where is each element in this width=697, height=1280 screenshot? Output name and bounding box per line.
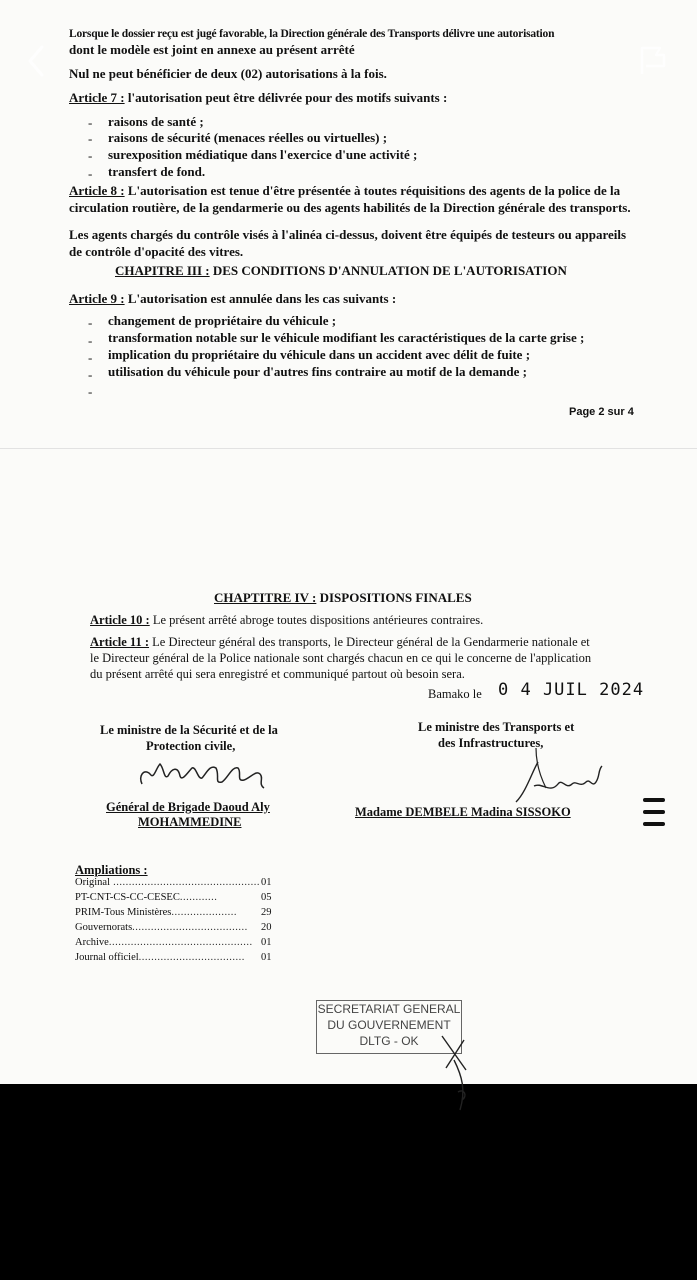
date-stamp: 0 4 JUIL 2024: [498, 680, 645, 700]
ampliation-label: Gouvernorats: [75, 922, 133, 933]
signature-right: [506, 742, 606, 808]
ampliations-title: Ampliations :: [75, 863, 148, 877]
page-separator: [0, 448, 697, 517]
signature-left: [136, 754, 272, 794]
ampliation-count: 29: [261, 907, 272, 918]
stamp-line-1: SECRETARIAT GENERAL: [317, 1002, 461, 1016]
list-item: Journal officiel..................................: [75, 952, 245, 963]
stamp-line-2: DU GOUVERNEMENT: [327, 1018, 451, 1032]
list-item: raisons de santé ;: [108, 114, 204, 129]
article-8-text: L'autorisation est tenue d'être présentée à toutes réquisitions des agents de la police de la: [124, 183, 621, 198]
article-10: [90, 612, 483, 628]
page-number: Page 2 sur 4: [569, 406, 634, 418]
chapter-4-label: CHAPTITRE IV :: [214, 590, 317, 605]
article-11-line-2: le Directeur général de la Police nationale sont chargés chacun en ce qui le concerne de l'application: [90, 651, 592, 665]
list-item: implication du propriétaire du véhicule dans un accident avec délit de fuite ;: [108, 347, 531, 362]
article-8-line-2: circulation routière, de la gendarmerie ou des agents habilités de la Direction générale des transports.: [69, 200, 631, 215]
article-9-label: Article 9 :: [69, 291, 125, 306]
menu-icon[interactable]: [643, 798, 665, 828]
ampliation-count: 01: [261, 937, 272, 948]
ampliation-label: Archive: [75, 937, 109, 948]
list-item: Original ...............................................: [75, 877, 260, 888]
article-11: [90, 634, 590, 650]
article-10-text: Le présent arrêté abroge toutes dispositions antérieures contraires.: [149, 613, 484, 627]
list-item: Archive..............................................: [75, 937, 253, 948]
agents-line-2: de contrôle d'opacité des vitres.: [69, 244, 244, 259]
minister-right-title-1: Le ministre des Transports et: [418, 720, 575, 734]
list-item: PRIM-Tous Ministères.....................: [75, 907, 238, 918]
list-item: PT-CNT-CS-CC-CESEC............: [75, 892, 218, 903]
ampliation-label: Journal officiel: [75, 952, 139, 963]
minister-left-title-2: Protection civile,: [146, 739, 236, 753]
ampliation-count: 01: [261, 952, 272, 963]
stamp-line-3: DLTG - OK: [359, 1034, 419, 1048]
article-9: [69, 291, 396, 307]
place-label: Bamako le: [428, 687, 482, 701]
ampliation-count: 01: [261, 877, 272, 888]
signer-left-name-1: Général de Brigade Daoud Aly: [106, 800, 270, 814]
minister-left-title-1: Le ministre de la Sécurité et de la: [100, 723, 278, 737]
article-9-text: L'autorisation est annulée dans les cas suivants :: [124, 291, 397, 306]
article-7-label: Article 7 :: [69, 90, 125, 105]
flag-icon[interactable]: [636, 44, 668, 76]
article-8: [69, 183, 620, 199]
chapter-4-title: DISPOSITIONS FINALES: [316, 590, 472, 605]
intro-line-2: dont le modèle est joint en annexe au présent arrêté: [69, 42, 355, 57]
chapter-3-label: CHAPITRE III :: [115, 263, 210, 278]
article-11-text: Le Directeur général des transports, le Directeur général de la Gendarmerie nationale et: [149, 635, 590, 649]
ampliation-count: 20: [261, 922, 272, 933]
article-8-label: Article 8 :: [69, 183, 125, 198]
ampliation-label: Original: [75, 877, 110, 888]
chapter-4-heading: [214, 590, 472, 606]
list-item: utilisation du véhicule pour d'autres fins contraire au motif de la demande ;: [108, 364, 527, 379]
minister-right-title-2: des Infrastructures,: [438, 736, 544, 750]
ampliation-count: 05: [261, 892, 272, 903]
back-chevron-icon[interactable]: [24, 44, 48, 78]
list-item: transformation notable sur le véhicule modifiant les caractéristiques de la carte grise ;: [108, 330, 585, 345]
agents-line-1: Les agents chargés du contrôle visés à l'alinéa ci-dessus, doivent être équipés de testeurs ou appareils: [69, 227, 627, 242]
signer-left-name-2: MOHAMMEDINE: [138, 815, 242, 829]
intro-line-1: Lorsque le dossier reçu est jugé favorable, la Direction générale des Transports délivre une autorisation: [69, 28, 555, 40]
intro-line-3: Nul ne peut bénéficier de deux (02) autorisations à la fois.: [69, 66, 387, 81]
stamp-initials: [436, 1030, 476, 1116]
ampliation-label: PRIM-Tous Ministères: [75, 907, 172, 918]
list-item: changement de propriétaire du véhicule ;: [108, 313, 337, 328]
document-page-2: Lorsque le dossier reçu est jugé favorable, la Direction générale des Transports délivre une autorisation dont le modèle est joint en annexe au présent arrêté Nul ne peut bénéficier de deux (02) autorisations à la fois. Article 7 : l'autorisation peut être délivrée pour des motifs suivants : - raisons de santé ; - raisons de sécurité (menaces réelles ou virtuelles) ; - surexposition médiatique dans l'exercice d'une activité ; - transfert de fond. Article 8 : L'autorisation est tenue d'être présentée à toutes réquisitions des agents de la police de la circulation routière, de la gendarmerie ou des agents habilités de la Direction générale des transports. Les agents chargés du contrôle visés à l'alinéa ci-dessus, doivent être équipés de testeurs ou appareils de contrôle d'opacité des vitres. CHAPITRE III : DES CONDITIONS D'ANNULATION DE L'AUTORISATION Article 9 : L'autorisation est annulée dans les cas suivants : - changement de propriétaire du véhicule ; - transformation notable sur le véhicule modifiant les caractéristiques de la carte grise ; - implication du propriétaire du véhicule dans un accident avec délit de fuite ; - utilisation du véhicule pour d'autres fins contraire au motif de la demande ; - Page 2 sur 4: [0, 0, 697, 448]
list-item: Gouvernorats.....................................: [75, 922, 248, 933]
list-item: raisons de sécurité (menaces réelles ou virtuelles) ;: [108, 130, 388, 145]
article-10-label: Article 10 :: [90, 613, 150, 627]
article-11-label: Article 11 :: [90, 635, 150, 649]
signer-right-name: Madame DEMBELE Madina SISSOKO: [355, 805, 571, 819]
document-page-4: [0, 516, 697, 1084]
ampliation-label: PT-CNT-CS-CC-CESEC: [75, 892, 180, 903]
list-item: transfert de fond.: [108, 164, 206, 179]
list-item: surexposition médiatique dans l'exercice d'une activité ;: [108, 147, 418, 162]
article-11-line-3: du présent arrêté qui sera enregistré et communiqué partout où besoin sera.: [90, 667, 465, 681]
article-7-text: l'autorisation peut être délivrée pour des motifs suivants :: [124, 90, 448, 105]
chapter-3-title: DES CONDITIONS D'ANNULATION DE L'AUTORISATION: [209, 263, 567, 278]
article-7: [69, 90, 447, 106]
chapter-3-heading: [115, 263, 567, 279]
